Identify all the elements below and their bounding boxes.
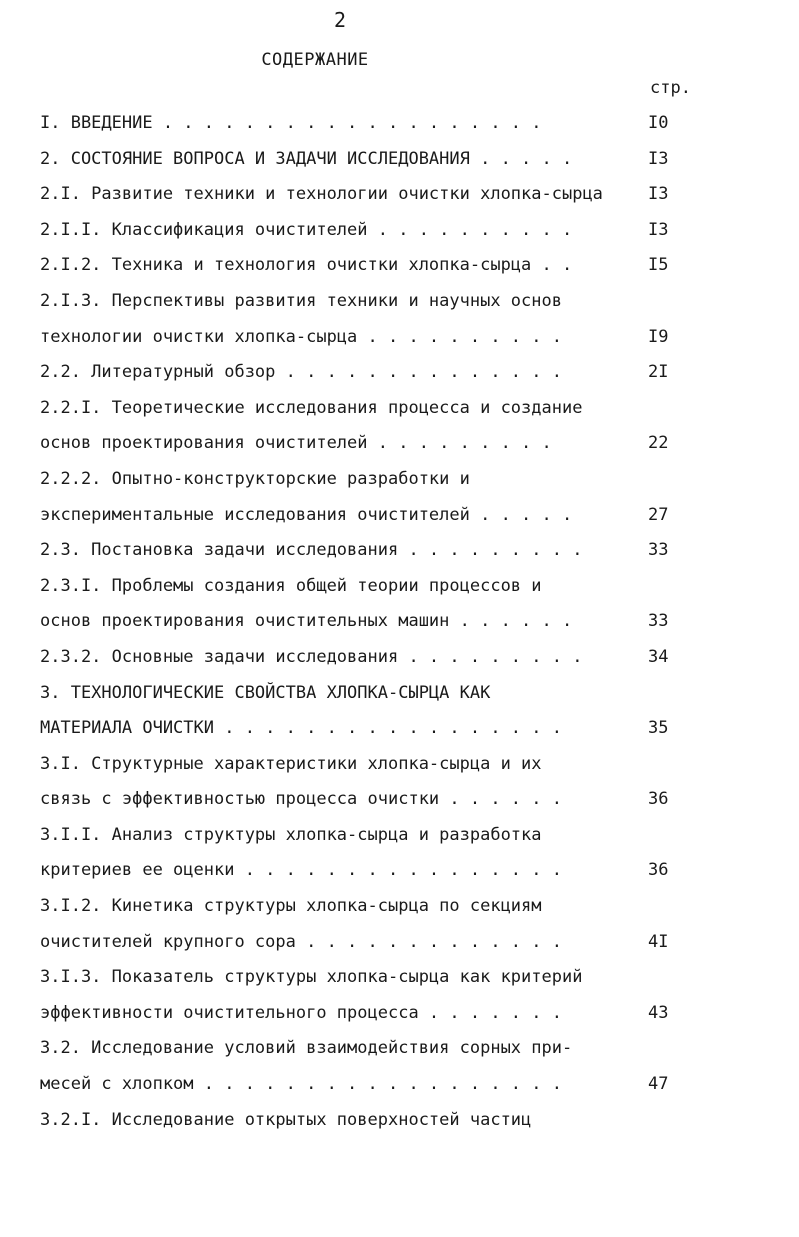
toc-line	[40, 498, 700, 534]
toc-line	[40, 177, 700, 213]
toc-line	[40, 391, 700, 427]
toc-entry-text: 3.2. Исследование условий взаимодействия сорных при-	[40, 1038, 573, 1059]
toc-line	[40, 604, 700, 640]
toc-entry-page: 22	[648, 433, 669, 454]
toc-line	[40, 462, 700, 498]
toc-entry-text: 2.I. Развитие техники и технологии очистки хлопка-сырца	[40, 184, 603, 205]
toc-entry-text: 3.I.I. Анализ структуры хлопка-сырца и разработка	[40, 824, 542, 845]
toc-entry-page: 2I	[648, 362, 669, 383]
toc-entry-text: 2. СОСТОЯНИЕ ВОПРОСА И ЗАДАЧИ ИССЛЕДОВАНИЯ . . . . .	[40, 148, 573, 169]
toc-line	[40, 213, 700, 249]
toc-line	[40, 818, 700, 854]
toc-line	[40, 853, 700, 889]
toc-entry-text: 3.2.I. Исследование открытых поверхностей частиц	[40, 1109, 532, 1130]
toc-line	[40, 960, 700, 996]
toc-entry-text: 2.3. Постановка задачи исследования . . . . . . . . .	[40, 540, 583, 561]
toc-entry-text: связь с эффективностью процесса очистки . . . . . .	[40, 789, 562, 810]
toc-line	[40, 925, 700, 961]
toc-line	[40, 320, 700, 356]
toc-line	[40, 747, 700, 783]
toc-entry-text: 2.2. Литературный обзор . . . . . . . . . . . . . .	[40, 362, 562, 383]
toc-line	[40, 142, 700, 178]
toc-line	[40, 889, 700, 925]
page-number: 2	[333, 8, 347, 32]
toc-entry-page: 36	[648, 789, 669, 810]
toc-entry-page: I3	[648, 184, 669, 205]
toc-line	[40, 533, 700, 569]
toc-line	[40, 248, 700, 284]
toc-entry-text: месей с хлопком . . . . . . . . . . . . . . . . . .	[40, 1074, 562, 1095]
toc-entry-text: 3.I.3. Показатель структуры хлопка-сырца как критерий	[40, 967, 583, 988]
toc-entry-text: 2.I.2. Техника и технология очистки хлопка-сырца . .	[40, 255, 573, 276]
toc-entry-text: 3.I.2. Кинетика структуры хлопка-сырца по секциям	[40, 896, 542, 917]
toc-entry-text: технологии очистки хлопка-сырца . . . . . . . . . .	[40, 326, 562, 347]
toc-entry-text: критериев ее оценки . . . . . . . . . . . . . . . .	[40, 860, 562, 881]
toc-line	[40, 569, 700, 605]
toc-entry-text: 2.I.I. Классификация очистителей . . . . . . . . . .	[40, 219, 573, 240]
toc-line	[40, 711, 700, 747]
toc-line	[40, 1067, 700, 1103]
toc-line	[40, 106, 700, 142]
toc-entry-text: очистителей крупного сора . . . . . . . . . . . . .	[40, 931, 562, 952]
toc-line	[40, 640, 700, 676]
toc-entry-text: 2.I.3. Перспективы развития техники и научных основ	[40, 290, 562, 311]
toc-entry-text: 3. ТЕХНОЛОГИЧЕСКИЕ СВОЙСТВА ХЛОПКА-СЫРЦА КАК	[40, 682, 491, 703]
toc-entry-text: основ проектирования очистительных машин . . . . . .	[40, 611, 573, 632]
toc-entry-text: 2.3.I. Проблемы создания общей теории процессов и	[40, 575, 542, 596]
table-of-contents	[40, 106, 700, 1138]
toc-entry-page: I0	[648, 113, 669, 133]
toc-entry-text: 3.I. Структурные характеристики хлопка-сырца и их	[40, 753, 542, 774]
toc-entry-page: 33	[648, 540, 669, 561]
toc-entry-page: I3	[648, 148, 669, 169]
page-title: СОДЕРЖАНИЕ	[261, 50, 369, 70]
toc-entry-text: 2.3.2. Основные задачи исследования . . . . . . . . .	[40, 646, 583, 667]
toc-entry-text: I. ВВЕДЕНИЕ . . . . . . . . . . . . . . . . . . .	[40, 113, 542, 133]
toc-entry-page: 43	[648, 1002, 669, 1023]
toc-line	[40, 426, 700, 462]
toc-line	[40, 1031, 700, 1067]
toc-line	[40, 1103, 700, 1139]
toc-line	[40, 676, 700, 712]
toc-entry-page: 47	[648, 1074, 669, 1095]
toc-entry-page: 36	[648, 860, 669, 881]
toc-entry-page: 34	[648, 646, 669, 667]
toc-entry-page: 27	[648, 504, 669, 525]
toc-line	[40, 355, 700, 391]
page-column-label: стр.	[650, 78, 691, 98]
toc-line	[40, 996, 700, 1032]
toc-entry-text: 2.2.I. Теоретические исследования процесса и создание	[40, 397, 583, 418]
toc-entry-page: I9	[648, 326, 669, 347]
toc-entry-page: 35	[648, 718, 669, 739]
toc-entry-page: 4I	[648, 931, 669, 952]
toc-line	[40, 782, 700, 818]
toc-entry-text: основ проектирования очистителей . . . . . . . . .	[40, 433, 552, 454]
toc-entry-text: МАТЕРИАЛА ОЧИСТКИ . . . . . . . . . . . . . . . . .	[40, 718, 562, 739]
toc-line	[40, 284, 700, 320]
toc-entry-page: 33	[648, 611, 669, 632]
toc-entry-page: I5	[648, 255, 669, 276]
toc-entry-page: I3	[648, 219, 669, 240]
toc-entry-text: эффективности очистительного процесса . . . . . . .	[40, 1002, 562, 1023]
toc-entry-text: экспериментальные исследования очистителей . . . . .	[40, 504, 573, 525]
toc-entry-text: 2.2.2. Опытно-конструкторские разработки и	[40, 468, 470, 489]
